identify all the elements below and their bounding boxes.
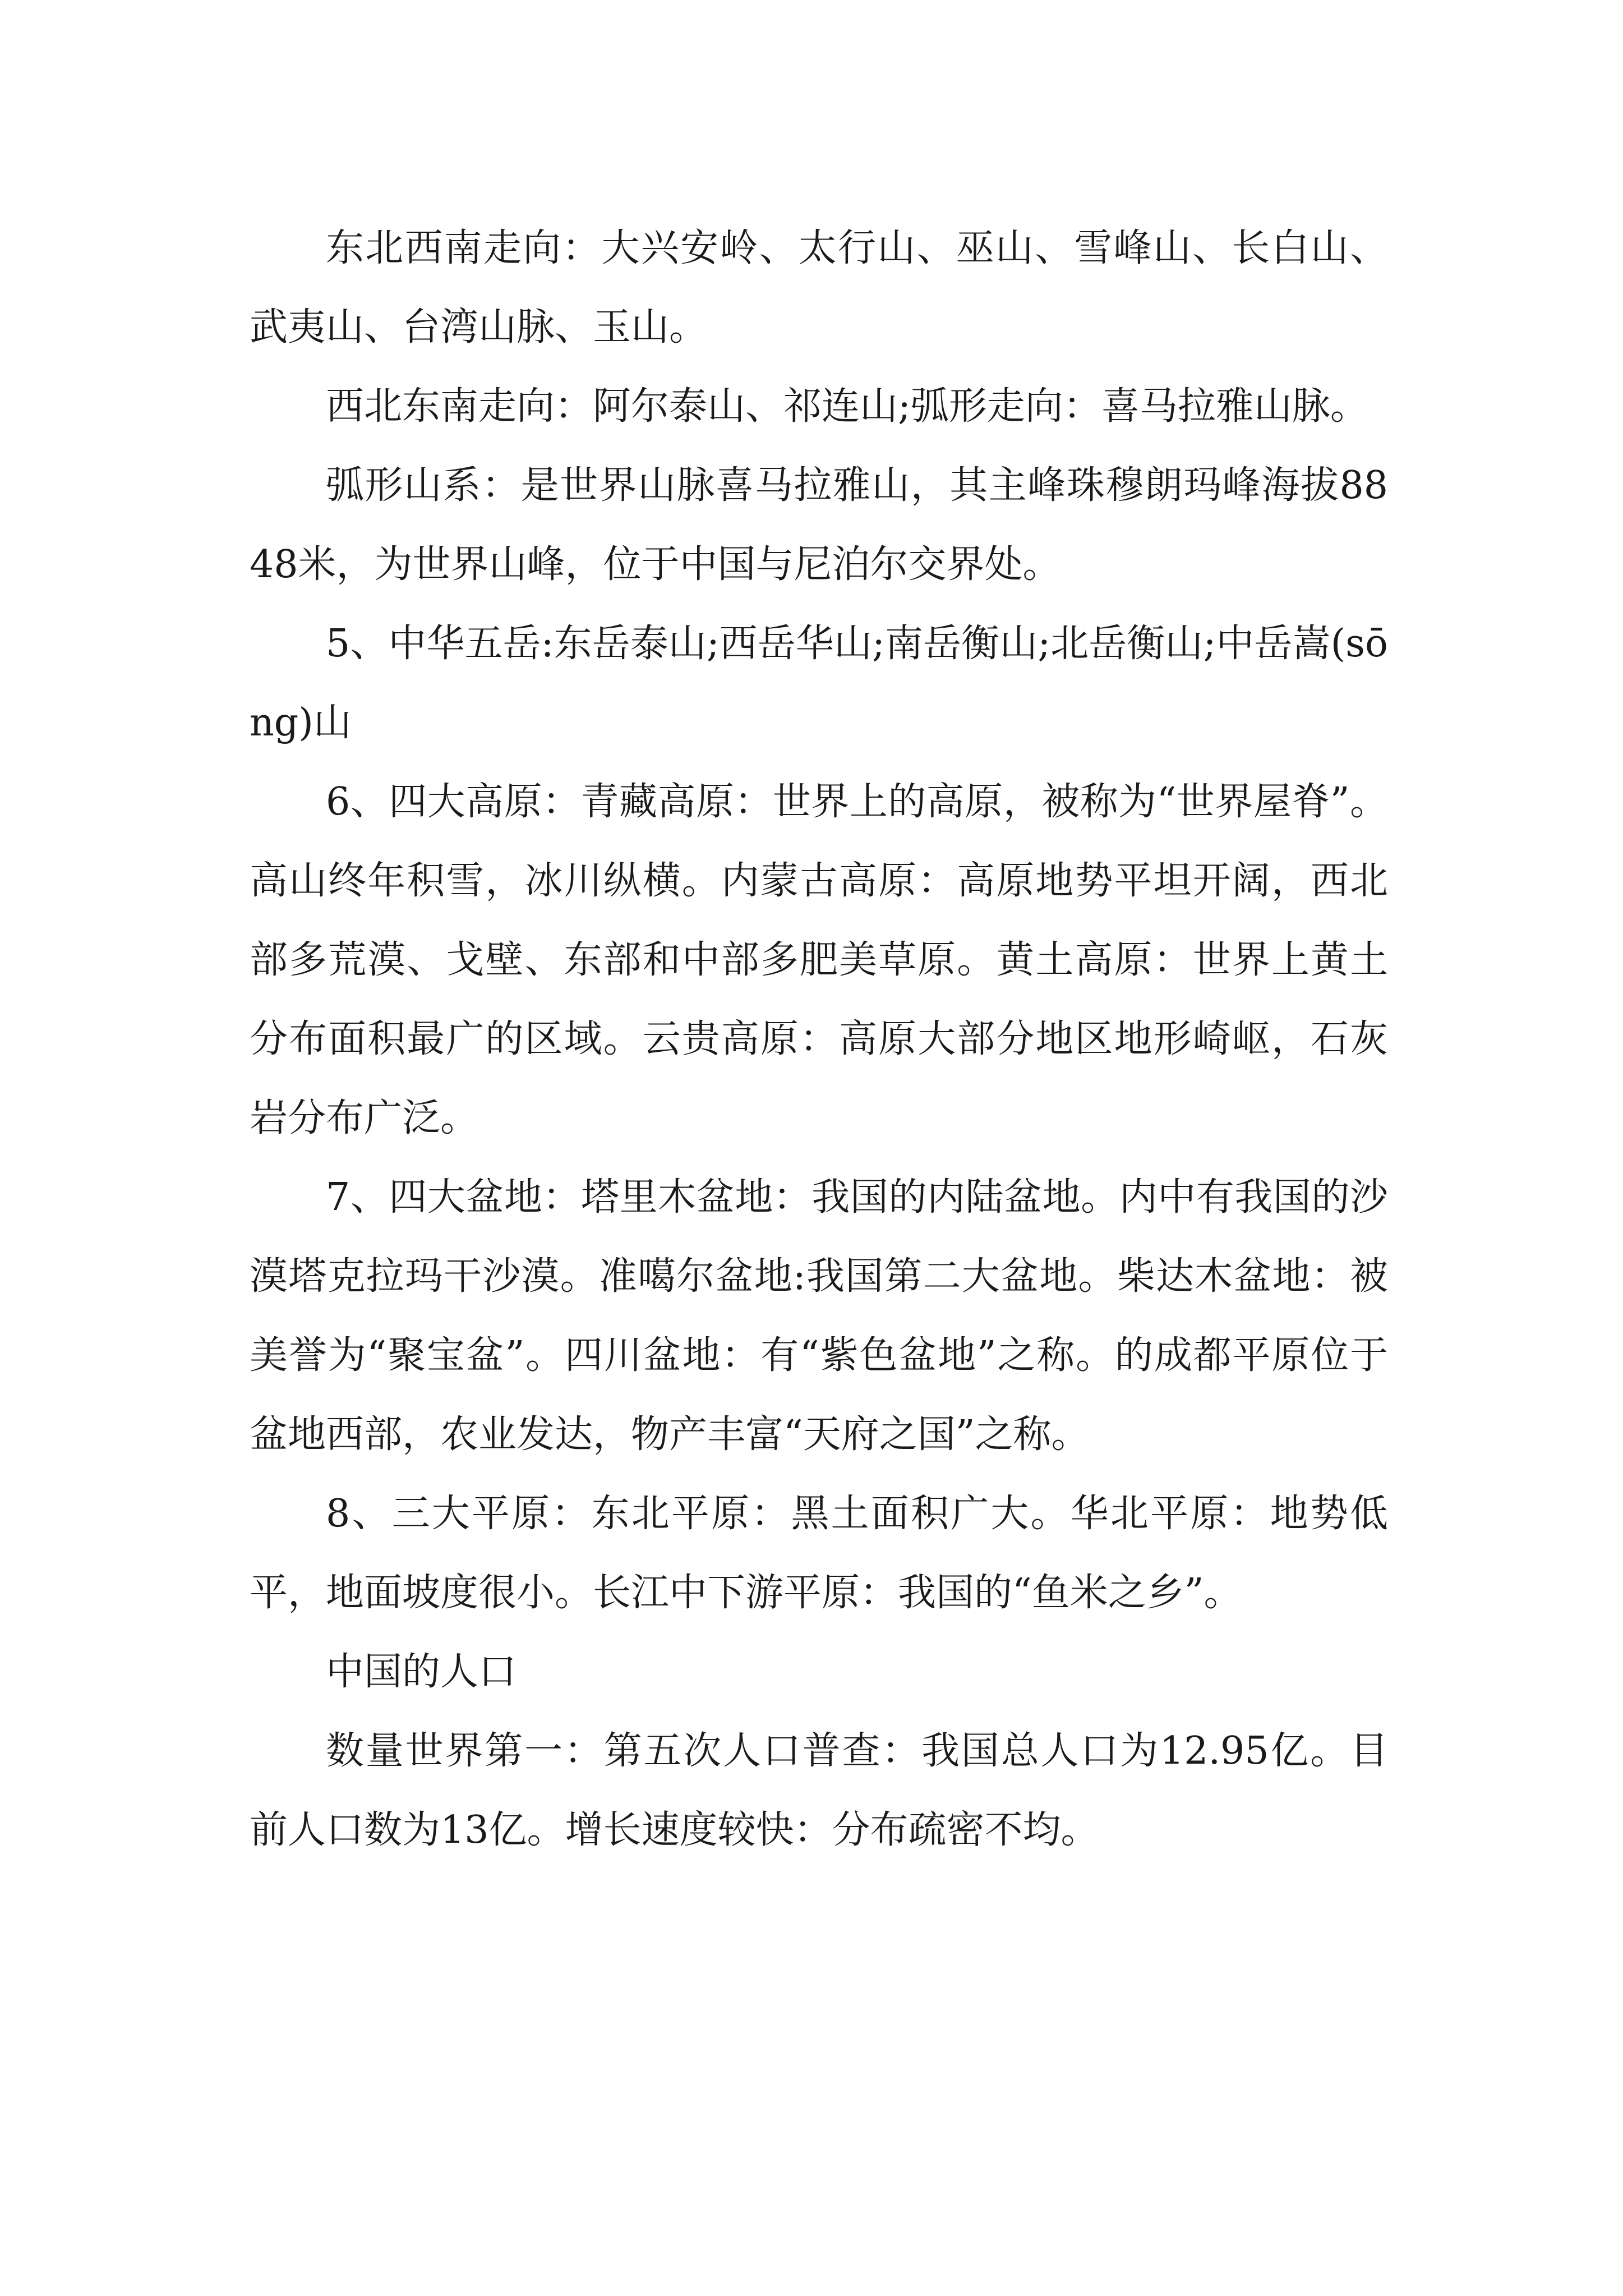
section-heading-population: 中国的人口 — [326, 1650, 517, 1694]
paragraph-three-plains: 8、三大平原：东北平原：黑土面积广大。华北平原：地势低平，地面坡度很小。长江中下游平原：我国的“鱼米之乡”。 — [250, 1492, 1388, 1615]
paragraph-four-basins: 7、四大盆地：塔里木盆地：我国的内陆盆地。内中有我国的沙漠塔克拉玛干沙漠。准噶尔盆地:我国第二大盆地。柴达木盆地：被美誉为“聚宝盆”。四川盆地：有“紫色盆地”之称。的成都平原位于盆地西部，农业发达，物产丰富“天府之国”之称。 — [250, 1175, 1388, 1457]
paragraph-population: 数量世界第一：第五次人口普查：我国总人口为12.95亿。目前人口数为13亿。增长速度较快：分布疏密不均。 — [250, 1729, 1388, 1852]
paragraph-mountains-nw-se: 西北东南走向：阿尔泰山、祁连山;弧形走向：喜马拉雅山脉。 — [326, 384, 1368, 429]
paragraph-arc-mountains: 弧形山系：是世界山脉喜马拉雅山，其主峰珠穆朗玛峰海拔8848米，为世界山峰，位于中国与尼泊尔交界处。 — [250, 463, 1388, 587]
paragraph-mountains-ne-sw: 东北西南走向：大兴安岭、太行山、巫山、雪峰山、长白山、武夷山、台湾山脉、玉山。 — [250, 226, 1388, 349]
paragraph-five-mountains: 5、中华五岳:东岳泰山;西岳华山;南岳衡山;北岳衡山;中岳嵩(sōng)山 — [250, 622, 1388, 745]
paragraph-four-plateaus: 6、四大高原：青藏高原：世界上的高原，被称为“世界屋脊”。高山终年积雪，冰川纵横。内蒙古高原：高原地势平坦开阔，西北部多荒漠、戈壁、东部和中部多肥美草原。黄土高原：世界上黄土分布面积最广的区域。云贵高原：高原大部分地区地形崎岖，石灰岩分布广泛。 — [250, 780, 1388, 1140]
document-body — [250, 209, 1388, 1870]
